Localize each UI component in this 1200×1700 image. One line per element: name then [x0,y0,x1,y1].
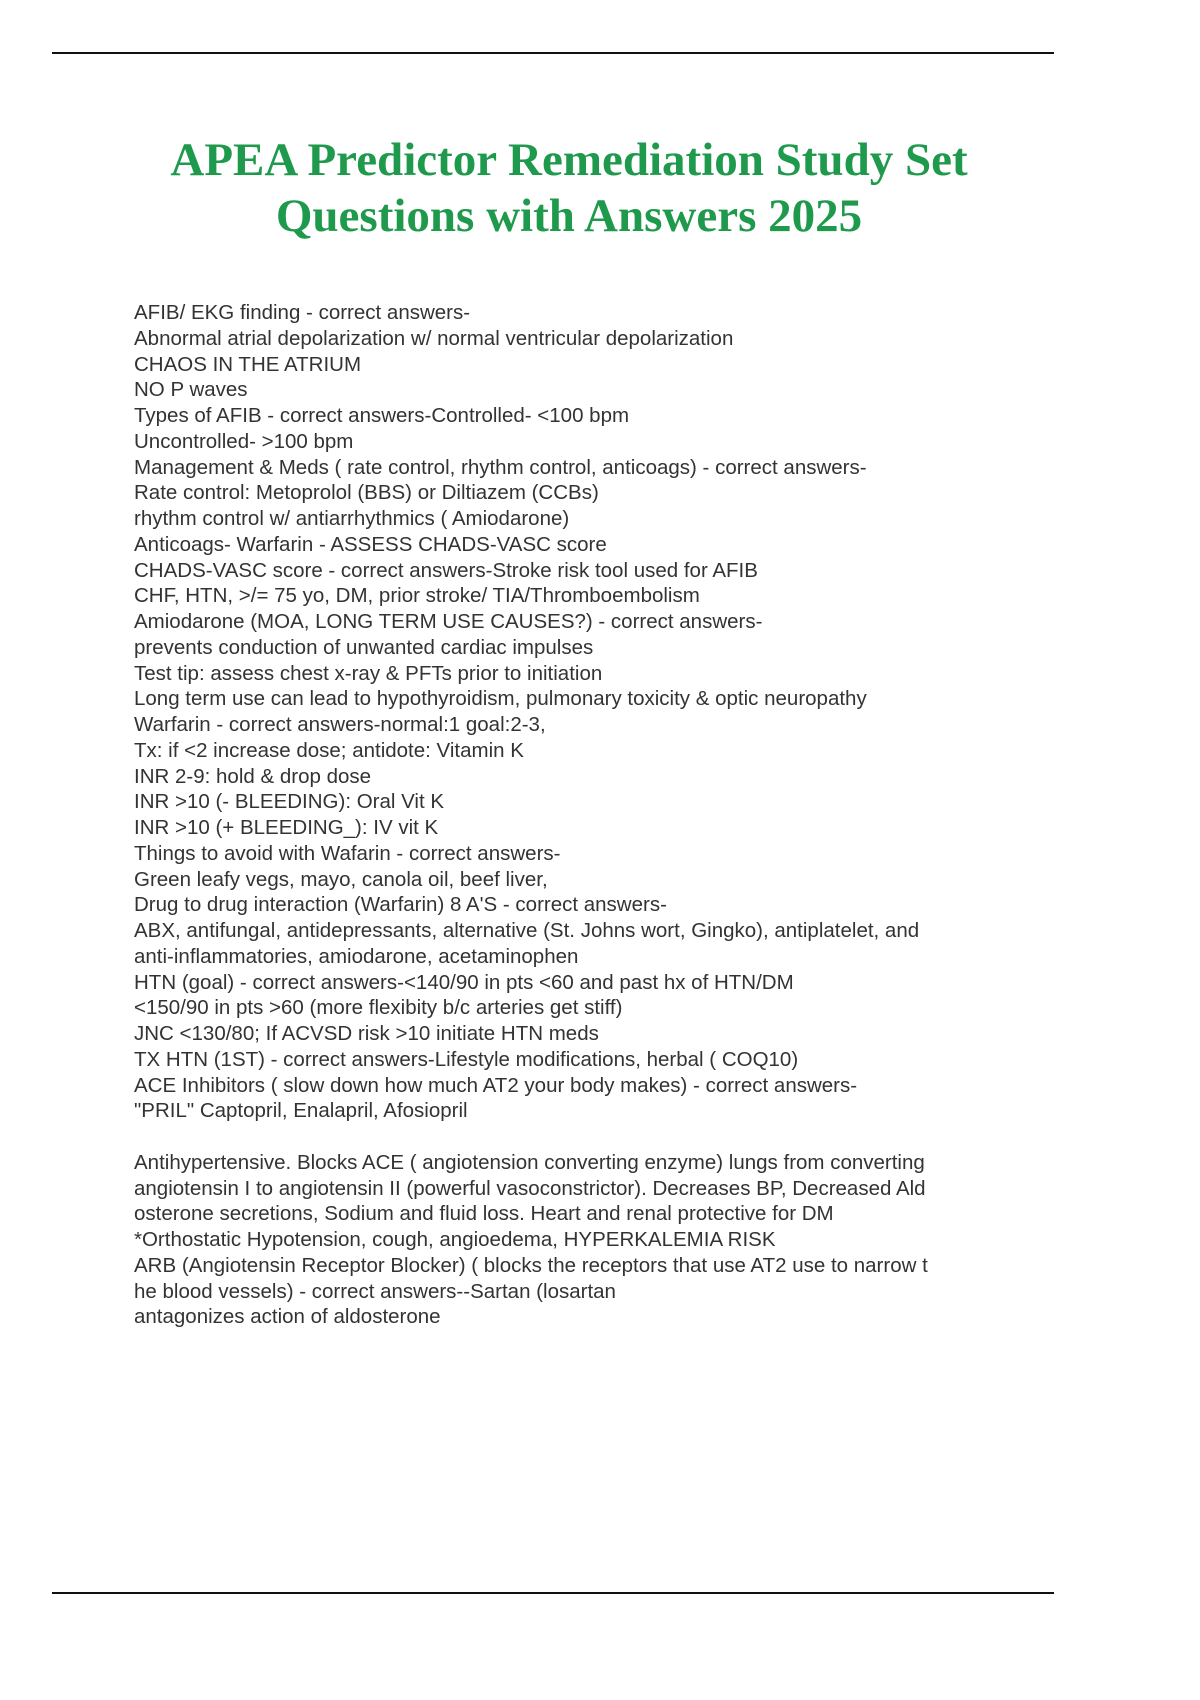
title-line-2: Questions with Answers 2025 [275,190,863,242]
text-line: osterone secretions, Sodium and fluid loss. Heart and renal protective for DM [134,1202,834,1226]
text-line: antagonizes action of aldosterone [134,1305,441,1329]
text-line [134,1124,928,1150]
text-line: Rate control: Metoprolol (BBS) or Diltiazem (CCBs) [134,481,599,505]
text-line: Test tip: assess chest x-ray & PFTs prior to initiation [134,661,603,685]
document-body [134,300,928,1330]
text-line: Uncontrolled- >100 bpm [134,429,354,453]
text-line: rhythm control w/ antiarrhythmics ( Amiodarone) [134,507,570,530]
text-line: Anticoags- Warfarin - ASSESS CHADS-VASC score [134,532,607,556]
text-line: Tx: if <2 increase dose; antidote: Vitamin K [134,738,524,762]
text-line: INR >10 (+ BLEEDING_): IV vit K [134,816,439,839]
text-line: ARB (Angiotensin Receptor Blocker) ( blocks the receptors that use AT2 use to narrow t [134,1253,928,1277]
text-line: AFIB/ EKG finding - correct answers- [134,301,471,324]
text-line: JNC <130/80; If ACVSD risk >10 initiate HTN meds [134,1022,599,1045]
text-line: Types of AFIB - correct answers-Controlled- <100 bpm [134,404,630,427]
text-line: Management & Meds ( rate control, rhythm control, anticoags) - correct answers- [134,455,867,479]
text-line: CHF, HTN, >/= 75 yo, DM, prior stroke/ TIA/Thromboembolism [134,584,700,608]
text-line: Drug to drug interaction (Warfarin) 8 A'S - correct answers- [134,893,667,917]
text-line: Abnormal atrial depolarization w/ normal ventricular depolarization [134,326,734,350]
text-line: Amiodarone (MOA, LONG TERM USE CAUSES?) - correct answers- [134,610,763,633]
text-line: ACE Inhibitors ( slow down how much AT2 your body makes) - correct answers- [134,1073,858,1097]
text-line: <150/90 in pts >60 (more flexibity b/c arteries get stiff) [134,996,623,1020]
text-line: he blood vessels) - correct answers--Sartan (losartan [134,1279,616,1303]
text-line: prevents conduction of unwanted cardiac impulses [134,635,594,659]
text-line: Antihypertensive. Blocks ACE ( angiotension converting enzyme) lungs from converting [134,1150,925,1174]
text-line: anti-inflammatories, amiodarone, acetaminophen [134,944,579,968]
text-line: NO P waves [134,378,248,402]
text-line: Green leafy vegs, mayo, canola oil, beef liver, [134,867,548,891]
text-line: Long term use can lead to hypothyroidism, pulmonary toxicity & optic neuropathy [134,687,867,711]
title-line-1: APEA Predictor Remediation Study Set [170,134,968,186]
text-line: "PRIL" Captopril, Enalapril, Afosiopril [134,1099,468,1123]
text-line: HTN (goal) - correct answers-<140/90 in pts <60 and past hx of HTN/DM [134,970,794,994]
text-line: ABX, antifungal, antidepressants, alternative (St. Johns wort, Gingko), antiplatelet, and [134,919,920,942]
text-line: *Orthostatic Hypotension, cough, angioedema, HYPERKALEMIA RISK [134,1228,776,1251]
document-title [52,132,1086,244]
text-line: Things to avoid with Wafarin - correct answers- [134,841,561,865]
text-line: CHADS-VASC score - correct answers-Stroke risk tool used for AFIB [134,558,758,582]
top-rule [52,52,1054,54]
text-line: INR >10 (- BLEEDING): Oral Vit K [134,790,445,814]
text-line: INR 2-9: hold & drop dose [134,764,372,788]
text-line: TX HTN (1ST) - correct answers-Lifestyle modifications, herbal ( COQ10) [134,1047,799,1071]
bottom-rule [52,1592,1054,1594]
text-line: CHAOS IN THE ATRIUM [134,352,362,376]
text-line: angiotensin I to angiotensin II (powerful vasoconstrictor). Decreases BP, Decreased Ald [134,1176,926,1200]
text-line: Warfarin - correct answers-normal:1 goal:2-3, [134,713,546,736]
